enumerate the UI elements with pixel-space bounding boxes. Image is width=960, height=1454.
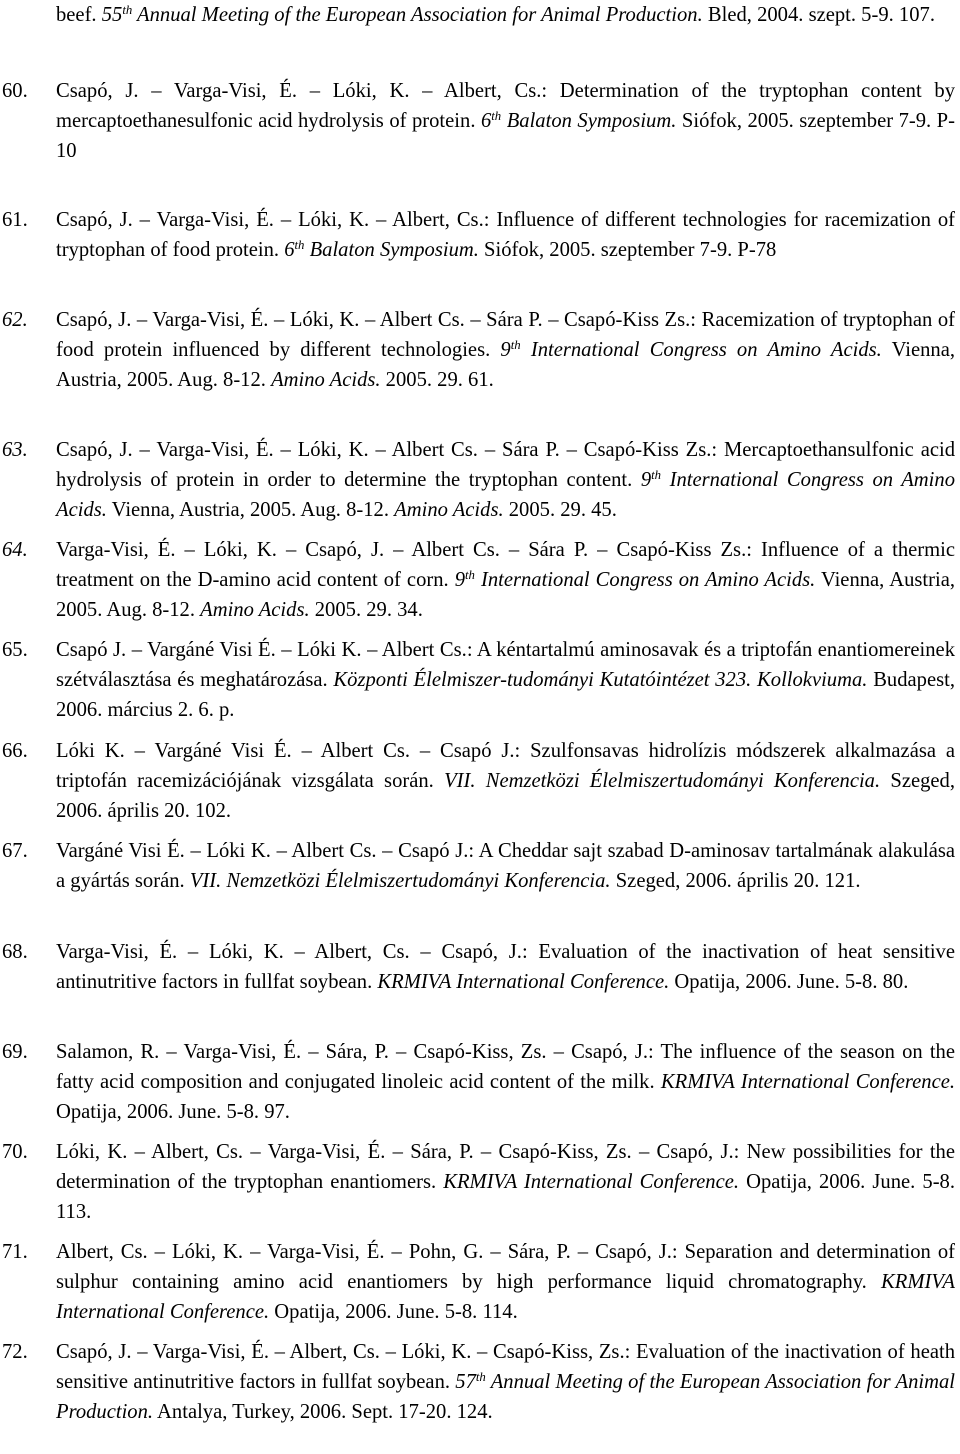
citation-segment: beef. — [56, 4, 102, 26]
citation-italic-segment: VII. Nemzetközi Élelmiszertudományi Konferencia. — [444, 770, 881, 792]
citation-segment: Opatija, 2006. June. 5-8. 114. — [269, 1301, 518, 1323]
citation-italic-segment: KRMIVA International Conference. — [660, 1071, 955, 1093]
citation-italic-segment: International Congress on Amino Acids. — [474, 569, 816, 591]
reference-number: 63. — [2, 439, 28, 461]
reference-text — [56, 1137, 955, 1227]
citation-italic-segment: 9 — [454, 569, 465, 591]
citation-segment: 2005. 29. 45. — [503, 499, 617, 521]
citation-segment: Lóki K. – Vargáné Visi É. – Albert Cs. – Csapó J.: Szulfonsavas hidrolízis módszerek alkalmazása a triptofán racemizációjának vizsgálata során. — [56, 740, 955, 792]
reference-number: 64. — [2, 539, 28, 561]
citation-segment: Albert, Cs. – Lóki, K. – Varga-Visi, É. – Pohn, G. – Sára, P. – Csapó, J.: Separation and determination of sulphur containing amino acid enantiomers by high performance liquid chromatography. — [56, 1241, 955, 1293]
citation-segment: Siófok, 2005. szeptember 7-9. P-10 — [56, 110, 955, 162]
citation-italic-segment: Amino Acids. — [271, 369, 381, 391]
citation-italic-segment: Balaton Symposium. — [304, 239, 479, 261]
reference-number: 69. — [2, 1041, 28, 1063]
reference-text — [56, 305, 955, 395]
citation-italic-segment: 9 — [640, 469, 652, 491]
citation-italic-segment: Központi Élelmiszer-tudományi Kutatóintézet 323. Kollokviuma. — [333, 669, 868, 691]
citation-italic-segment: Amino Acids. — [394, 499, 504, 521]
reference-number: 70. — [2, 1141, 28, 1163]
citation-italic-segment: Annual Meeting of the European Association for Animal Production. — [132, 4, 703, 26]
ordinal-superscript: th — [294, 237, 305, 252]
reference-text — [56, 0, 955, 30]
citation-segment: Varga-Visi, É. – Lóki, K. – Albert, Cs. – Csapó, J.: Evaluation of the inactivation of heat sensitive antinutritive factors in fullfat soybean. — [56, 941, 955, 993]
citation-segment: Szeged, 2006. április 20. 121. — [610, 870, 861, 892]
citation-segment: Varga-Visi, É. – Lóki, K. – Csapó, J. – Albert Cs. – Sára P. – Csapó-Kiss Zs.: Influence of a thermic treatment on the D-amino acid content of corn. — [56, 539, 955, 591]
reference-text — [56, 635, 955, 725]
citation-italic-segment: Annual Meeting of the European Association for Animal Production. — [56, 1371, 955, 1423]
ordinal-superscript: th — [491, 108, 502, 123]
reference-number: 62. — [2, 309, 28, 331]
citation-italic-segment: KRMIVA International Conference. — [443, 1171, 739, 1193]
citation-segment: Salamon, R. – Varga-Visi, É. – Sára, P. – Csapó-Kiss, Zs. – Csapó, J.: The influence of the season on the fatty acid composition and conjugated linoleic acid content of the milk. — [56, 1041, 955, 1093]
citation-segment: Budapest, 2006. március 2. 6. p. — [56, 669, 955, 721]
citation-italic-segment: 57 — [455, 1371, 476, 1393]
reference-text — [56, 76, 955, 166]
citation-italic-segment: VII. Nemzetközi Élelmiszertudományi Konferencia. — [189, 870, 611, 892]
citation-italic-segment: International Congress on Amino Acids. — [56, 469, 955, 521]
reference-number: 60. — [2, 80, 28, 102]
citation-segment: Csapó, J. – Varga-Visi, É. – Lóki, K. – Albert Cs. – Sára P. – Csapó-Kiss Zs.: Mercaptoethansulfonic acid hydrolysis of protein in order to determine the tryptophan content. — [56, 439, 955, 491]
citation-segment: Vienna, Austria, 2005. Aug. 8-12. — [106, 499, 395, 521]
citation-segment: 2005. 29. 61. — [380, 369, 494, 391]
reference-text — [56, 1037, 955, 1127]
citation-italic-segment: Balaton Symposium. — [501, 110, 677, 132]
reference-text — [56, 435, 955, 525]
citation-segment: Csapó J. – Vargáné Visi É. – Lóki K. – Albert Cs.: A kéntartalmú aminosavak és a triptofán enantiomereinek szétválasztása és meghatározása. — [56, 639, 955, 691]
citation-segment: Antalya, Turkey, 2006. Sept. 17-20. 124. — [153, 1401, 493, 1423]
citation-segment: Csapó, J. – Varga-Visi, É. – Lóki, K. – Albert, Cs.: Influence of different technologies for racemization of tryptophan of food protein. — [56, 209, 955, 261]
citation-segment: Lóki, K. – Albert, Cs. – Varga-Visi, É. – Sára, P. – Csapó-Kiss, Zs. – Csapó, J.: New possibilities for the determination of the tryptophan enantiomers. — [56, 1141, 955, 1193]
reference-number: 68. — [2, 941, 28, 963]
citation-segment: Vienna, Austria, 2005. Aug. 8-12. — [56, 569, 955, 621]
citation-segment: Opatija, 2006. June. 5-8. 80. — [669, 971, 909, 993]
citation-italic-segment: 9 — [500, 339, 511, 361]
reference-number: 61. — [2, 209, 28, 231]
citation-segment: Csapó, J. – Varga-Visi, É. – Albert, Cs. – Lóki, K. – Csapó-Kiss, Zs.: Evaluation of the inactivation of heath sensitive antinutritive factors in fullfat soybean. — [56, 1341, 955, 1393]
citation-segment: Csapó, J. – Varga-Visi, É. – Lóki, K. – Albert, Cs.: Determination of the tryptophan content by mercaptoethanesulfonic acid hydrolysis of protein. — [56, 80, 955, 132]
citation-segment: Siófok, 2005. szeptember 7-9. P-78 — [478, 239, 777, 261]
citation-italic-segment: Amino Acids. — [200, 599, 310, 621]
reference-text — [56, 535, 955, 625]
reference-number: 66. — [2, 740, 28, 762]
citation-segment: Vienna, Austria, 2005. Aug. 8-12. — [56, 339, 955, 391]
reference-text — [56, 736, 955, 826]
ordinal-superscript: th — [651, 467, 662, 482]
reference-number: 71. — [2, 1241, 28, 1263]
reference-number: 67. — [2, 840, 28, 862]
reference-text — [56, 1337, 955, 1427]
reference-number: 65. — [2, 639, 28, 661]
citation-segment: Bled, 2004. szept. 5-9. 107. — [702, 4, 935, 26]
reference-text — [56, 205, 955, 265]
citation-italic-segment: International Congress on Amino Acids. — [520, 339, 882, 361]
citation-italic-segment: 6 — [284, 239, 295, 261]
citation-italic-segment: KRMIVA International Conference. — [56, 1271, 955, 1323]
citation-segment: Szeged, 2006. április 20. 102. — [56, 770, 955, 822]
citation-italic-segment: 55 — [101, 4, 123, 26]
ordinal-superscript: th — [122, 2, 133, 17]
ordinal-superscript: th — [475, 1369, 486, 1384]
citation-italic-segment: 6 — [480, 110, 492, 132]
citation-segment: Opatija, 2006. June. 5-8. 113. — [56, 1171, 955, 1223]
ordinal-superscript: th — [510, 337, 521, 352]
citation-italic-segment: KRMIVA International Conference. — [377, 971, 670, 993]
citation-segment: Vargáné Visi É. – Lóki K. – Albert Cs. – Csapó J.: A Cheddar sajt szabad D-aminosav tartalmának alakulása a gyártás során. — [56, 840, 955, 892]
citation-segment: Opatija, 2006. June. 5-8. 97. — [56, 1101, 290, 1123]
citation-segment: Csapó, J. – Varga-Visi, É. – Lóki, K. – Albert Cs. – Sára P. – Csapó-Kiss Zs.: Racemization of tryptophan of food protein influenced by different technologies. — [56, 309, 955, 361]
reference-number: 72. — [2, 1341, 28, 1363]
ordinal-superscript: th — [465, 567, 475, 582]
reference-text — [56, 1237, 955, 1327]
reference-text — [56, 937, 955, 997]
reference-text — [56, 836, 955, 896]
citation-segment: 2005. 29. 34. — [309, 599, 423, 621]
